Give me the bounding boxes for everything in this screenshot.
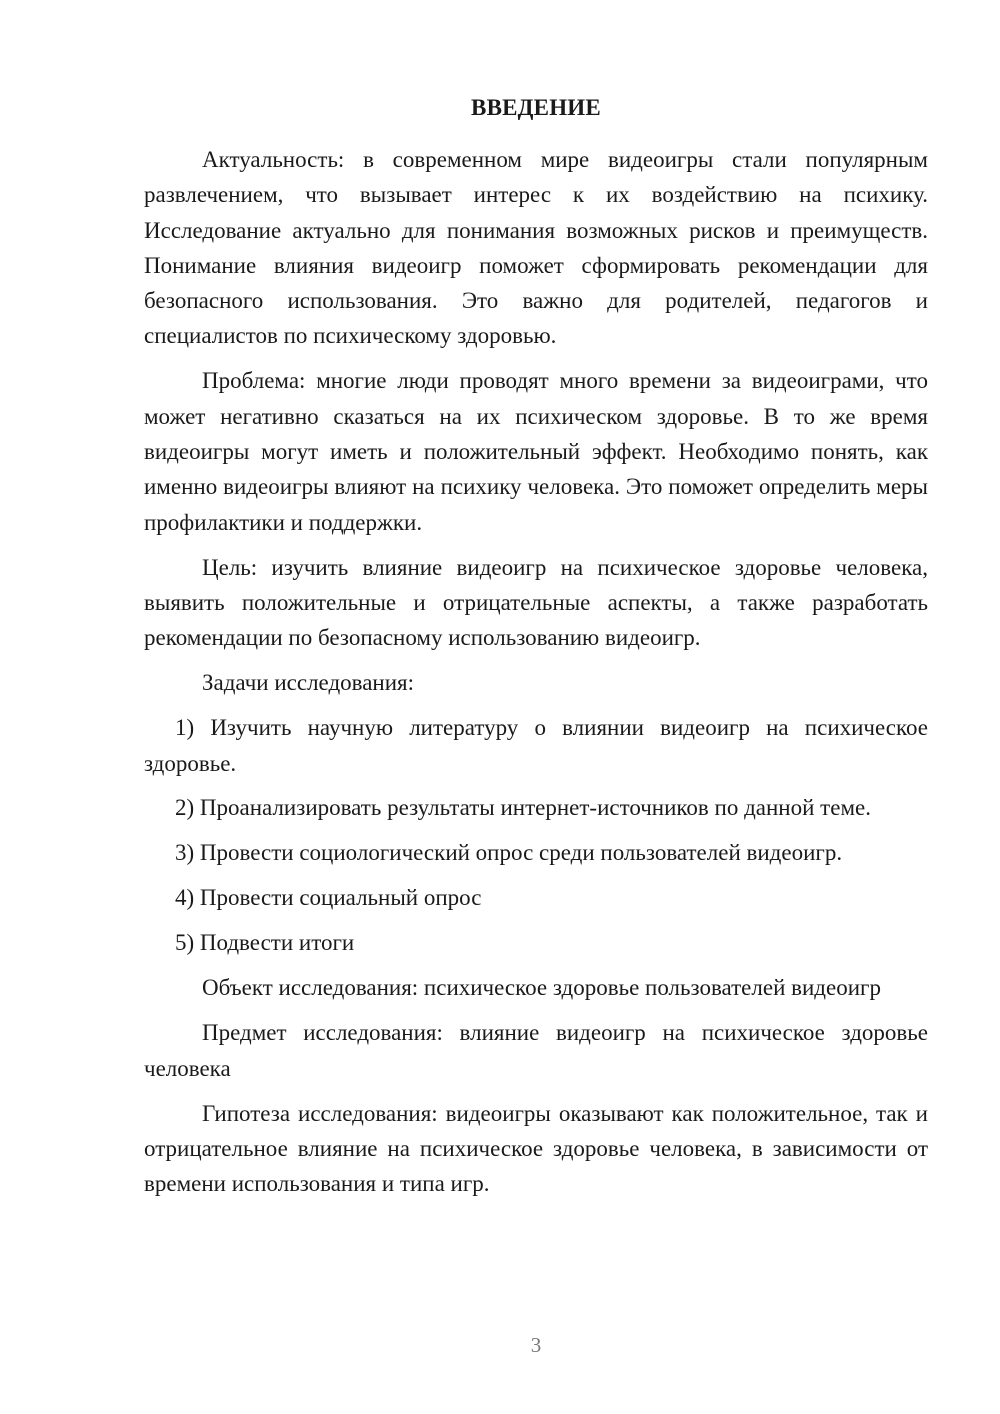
- document-body: [144, 142, 928, 1211]
- paragraph-hypothesis: Гипотеза исследования: видеоигры оказывают как положительное, так и отрицательное влияние на психическое здоровье человека, в зависимости от времени использования и типа игр.: [144, 1100, 928, 1197]
- page-number: 3: [530, 1333, 542, 1357]
- task-item-2: 2) Проанализировать результаты интернет-источников по данной теме.: [175, 795, 871, 821]
- task-item-5: 5) Подвести итоги: [175, 930, 355, 956]
- section-title: ВВЕДЕНИЕ: [471, 95, 601, 120]
- paragraph-relevance: Актуальность: в современном мире видеоигры стали популярным развлечением, что вызывает интерес к их воздействию на психику. Исследование актуально для понимания возможных рисков и преимуществ. Понимание влияния видеоигр поможет сформировать рекомендации для безопасного использования. Это важно для родителей, педагогов и специалистов по психическому здоровью.: [144, 147, 928, 349]
- tasks-heading: Задачи исследования:: [202, 670, 415, 696]
- paragraph-problem: Проблема: многие люди проводят много времени за видеоиграми, что может негативно сказаться на их психическом здоровье. В то же время видеоигры могут иметь и положительный эффект. Необходимо понять, как именно видеоигры влияют на психику человека. Это поможет определить меры профилактики и поддержки.: [144, 368, 928, 535]
- paragraph-subject: Предмет исследования: влияние видеоигр на психическое здоровье человека: [144, 1020, 928, 1081]
- task-item-1: 1) Изучить научную литературу о влиянии видеоигр на психическое здоровье.: [144, 715, 928, 776]
- task-item-3: 3) Провести социологический опрос среди пользователей видеоигр.: [175, 840, 843, 866]
- task-item-4: 4) Провести социальный опрос: [175, 885, 482, 911]
- paragraph-goal: Цель: изучить влияние видеоигр на психическое здоровье человека, выявить положительные и отрицательные аспекты, а также разработать рекомендации по безопасному использованию видеоигр.: [144, 554, 928, 651]
- paragraph-object: Объект исследования: психическое здоровье пользователей видеоигр: [202, 975, 881, 1001]
